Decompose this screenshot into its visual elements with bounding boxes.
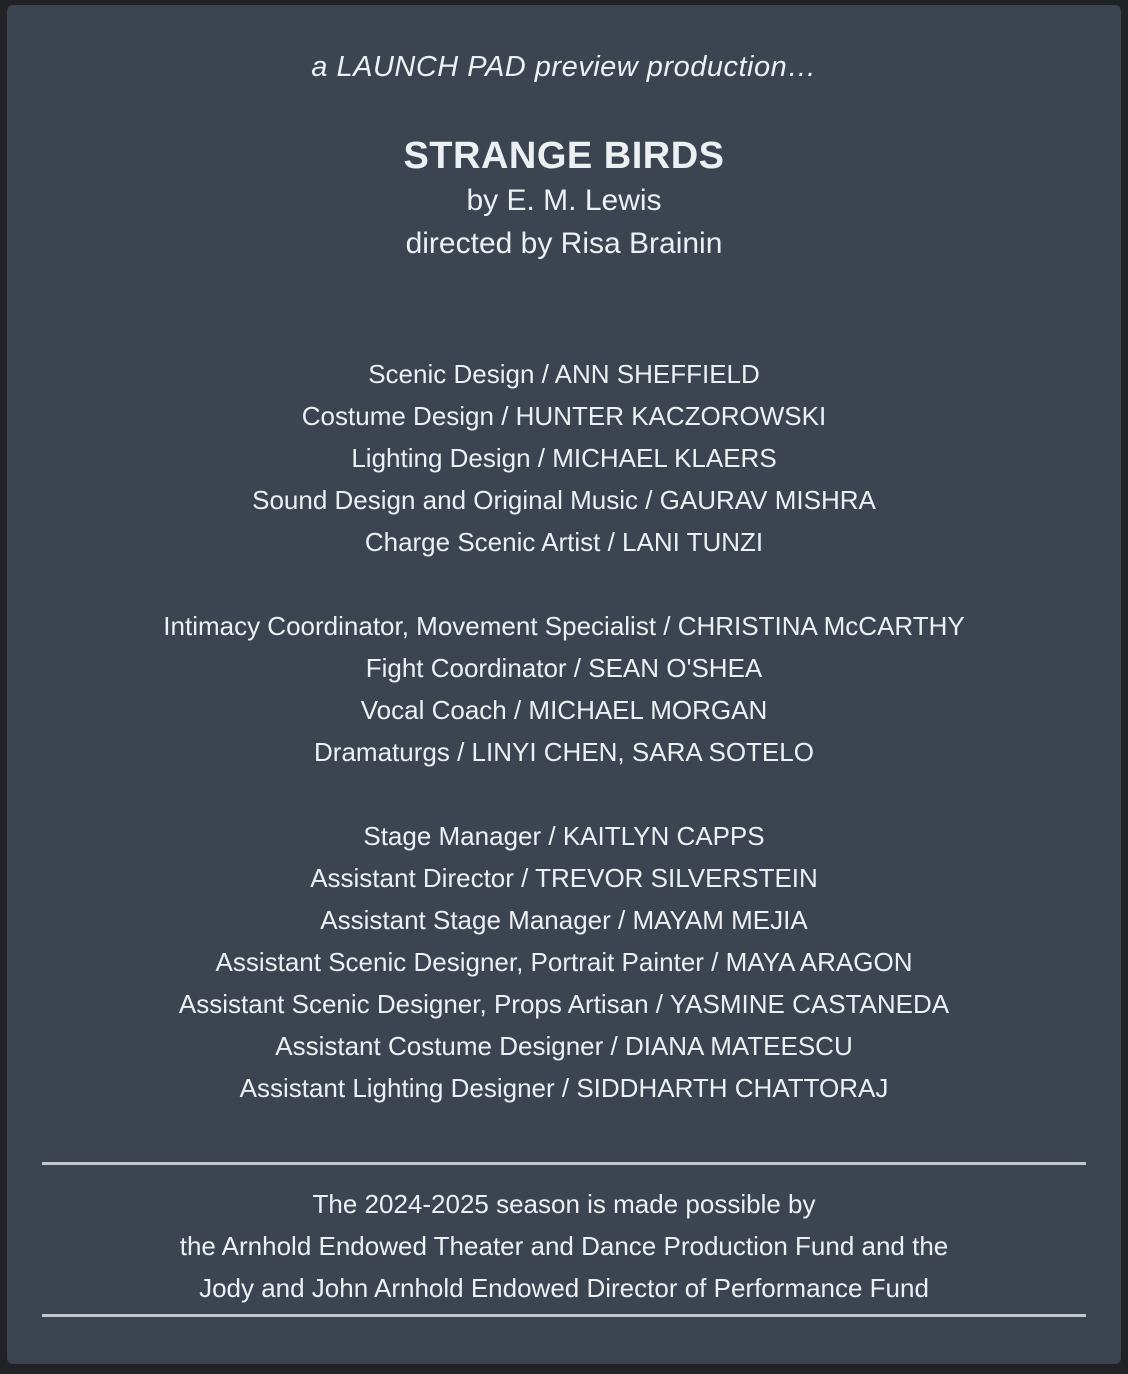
credits-list bbox=[7, 353, 1121, 1109]
credits-panel bbox=[7, 5, 1121, 1364]
credit-line: Costume Design / HUNTER KACZOROWSKI bbox=[301, 401, 827, 431]
credit-line: Sound Design and Original Music / GAURAV MISHRA bbox=[252, 485, 876, 515]
production-preamble: a LAUNCH PAD preview production… bbox=[311, 51, 817, 83]
director-byline: directed by Risa Brainin bbox=[405, 227, 723, 260]
credit-group bbox=[7, 605, 1121, 773]
playwright-byline: by E. M. Lewis bbox=[466, 184, 662, 217]
credit-line: Dramaturgs / LINYI CHEN, SARA SOTELO bbox=[314, 737, 814, 767]
credit-line: Fight Coordinator / SEAN O'SHEA bbox=[365, 653, 763, 683]
credit-line: Assistant Stage Manager / MAYAM MEJIA bbox=[320, 905, 808, 935]
credit-group bbox=[7, 353, 1121, 563]
funding-note-line: Jody and John Arnhold Endowed Director of Performance Fund bbox=[199, 1273, 929, 1303]
credit-line: Intimacy Coordinator, Movement Specialist / CHRISTINA McCARTHY bbox=[163, 611, 965, 641]
show-title: STRANGE BIRDS bbox=[403, 135, 725, 177]
credit-line: Assistant Costume Designer / DIANA MATEESCU bbox=[275, 1031, 853, 1061]
credit-line: Vocal Coach / MICHAEL MORGAN bbox=[360, 695, 768, 725]
credit-line: Assistant Scenic Designer, Portrait Painter / MAYA ARAGON bbox=[215, 947, 913, 977]
credit-line: Assistant Lighting Designer / SIDDHARTH CHATTORAJ bbox=[239, 1073, 889, 1103]
credit-line: Charge Scenic Artist / LANI TUNZI bbox=[364, 527, 764, 557]
divider-top bbox=[42, 1162, 1086, 1165]
credit-line: Assistant Director / TREVOR SILVERSTEIN bbox=[310, 863, 818, 893]
credit-line: Scenic Design / ANN SHEFFIELD bbox=[368, 359, 760, 389]
funding-note-line: the Arnhold Endowed Theater and Dance Production Fund and the bbox=[179, 1231, 949, 1261]
credit-group bbox=[7, 815, 1121, 1109]
funding-note-line: The 2024-2025 season is made possible by bbox=[312, 1189, 816, 1219]
divider-bottom bbox=[42, 1314, 1086, 1317]
season-funding-note bbox=[7, 1183, 1121, 1309]
credit-line: Assistant Scenic Designer, Props Artisan / YASMINE CASTANEDA bbox=[178, 989, 950, 1019]
credit-line: Stage Manager / KAITLYN CAPPS bbox=[363, 821, 765, 851]
credit-line: Lighting Design / MICHAEL KLAERS bbox=[351, 443, 777, 473]
